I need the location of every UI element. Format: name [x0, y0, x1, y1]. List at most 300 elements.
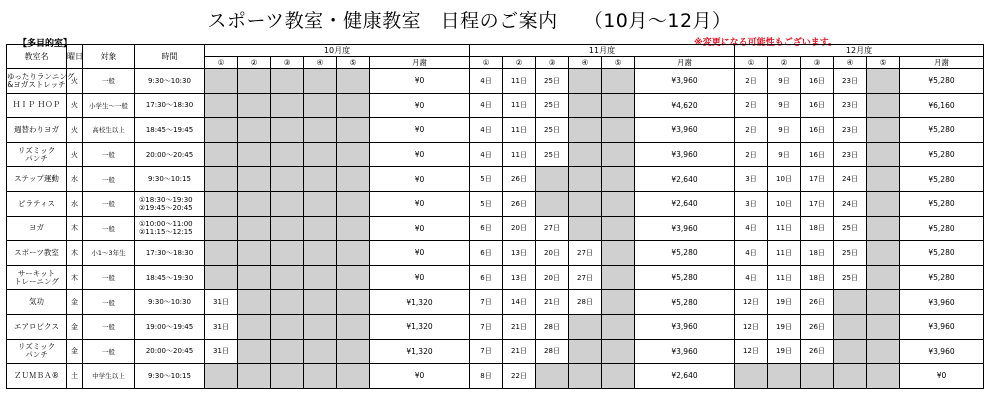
- class-name-cell: ＨＩＰ ＨＯＰ: [7, 93, 67, 118]
- date-cell: 25日: [834, 241, 867, 266]
- date-cell: [271, 167, 304, 192]
- header-session-1: ①: [735, 57, 768, 69]
- date-cell: [238, 167, 271, 192]
- date-cell: 26日: [801, 339, 834, 364]
- date-cell: 16日: [801, 69, 834, 94]
- weekday-cell: 木: [67, 241, 83, 266]
- header-month-november: 11月度: [470, 45, 735, 57]
- fee-cell: ¥3,960: [635, 69, 735, 94]
- weekday-cell: 火: [67, 69, 83, 94]
- date-cell: [271, 216, 304, 241]
- date-cell: [602, 290, 635, 315]
- date-cell: [536, 191, 569, 216]
- header-session-3: ③: [536, 57, 569, 69]
- date-cell: [205, 364, 238, 389]
- date-cell: [205, 93, 238, 118]
- date-cell: 19日: [768, 290, 801, 315]
- table-row: [7, 265, 984, 290]
- date-cell: 16日: [801, 93, 834, 118]
- header-session-1: ①: [470, 57, 503, 69]
- date-cell: [569, 216, 602, 241]
- fee-cell: ¥4,620: [635, 93, 735, 118]
- weekday-cell: 火: [67, 142, 83, 167]
- date-cell: [304, 339, 337, 364]
- date-cell: 7日: [470, 290, 503, 315]
- fee-cell: ¥0: [370, 167, 470, 192]
- schedule-body: [7, 69, 984, 389]
- date-cell: [602, 216, 635, 241]
- date-cell: [337, 241, 370, 266]
- table-row: [7, 69, 984, 94]
- fee-cell: ¥0: [370, 118, 470, 143]
- header-month-december: 12月度: [735, 45, 984, 57]
- fee-cell: ¥0: [370, 69, 470, 94]
- date-cell: [834, 339, 867, 364]
- date-cell: [205, 118, 238, 143]
- class-name-cell: ゆったりランニング &ヨガストレッチ: [7, 69, 67, 94]
- fee-cell: ¥5,280: [900, 118, 984, 143]
- table-row: [7, 364, 984, 389]
- date-cell: 10日: [768, 191, 801, 216]
- date-cell: [271, 191, 304, 216]
- date-cell: 4日: [470, 118, 503, 143]
- date-cell: [602, 191, 635, 216]
- date-cell: 31日: [205, 339, 238, 364]
- target-cell: 一般: [83, 69, 135, 94]
- class-name-cell: ヨガ: [7, 216, 67, 241]
- date-cell: 9日: [768, 118, 801, 143]
- date-cell: 18日: [801, 216, 834, 241]
- header-fee: 月謝: [370, 57, 470, 69]
- header-class-name: 教室名: [7, 45, 67, 69]
- date-cell: [768, 364, 801, 389]
- date-cell: [602, 265, 635, 290]
- date-cell: [569, 364, 602, 389]
- date-cell: 20日: [503, 216, 536, 241]
- date-cell: [867, 265, 900, 290]
- date-cell: [271, 265, 304, 290]
- class-name-cell: ピラティス: [7, 191, 67, 216]
- date-cell: [569, 69, 602, 94]
- date-cell: [867, 241, 900, 266]
- date-cell: 2日: [735, 118, 768, 143]
- title-main: スポーツ教室・健康教室 日程のご案内: [207, 10, 558, 32]
- date-cell: [536, 364, 569, 389]
- fee-cell: ¥1,320: [370, 339, 470, 364]
- fee-cell: ¥3,960: [635, 339, 735, 364]
- fee-cell: ¥5,280: [635, 290, 735, 315]
- fee-cell: ¥1,320: [370, 290, 470, 315]
- date-cell: [304, 364, 337, 389]
- date-cell: 25日: [834, 265, 867, 290]
- header-session-1: ①: [205, 57, 238, 69]
- target-cell: 一般: [83, 167, 135, 192]
- date-cell: [569, 142, 602, 167]
- target-cell: 一般: [83, 191, 135, 216]
- date-cell: 25日: [536, 118, 569, 143]
- date-cell: [834, 290, 867, 315]
- target-cell: 一般: [83, 339, 135, 364]
- fee-cell: ¥5,280: [900, 265, 984, 290]
- date-cell: 12日: [735, 290, 768, 315]
- date-cell: [271, 142, 304, 167]
- date-cell: 23日: [834, 118, 867, 143]
- date-cell: [304, 142, 337, 167]
- fee-cell: ¥0: [370, 265, 470, 290]
- header-session-4: ④: [834, 57, 867, 69]
- header-session-4: ④: [304, 57, 337, 69]
- time-cell: 20:00～20:45: [135, 339, 205, 364]
- date-cell: [304, 167, 337, 192]
- table-row: [7, 142, 984, 167]
- date-cell: [238, 93, 271, 118]
- date-cell: 24日: [834, 167, 867, 192]
- date-cell: 11日: [768, 241, 801, 266]
- date-cell: 25日: [536, 69, 569, 94]
- weekday-cell: 金: [67, 339, 83, 364]
- date-cell: [569, 314, 602, 339]
- date-cell: [337, 290, 370, 315]
- time-cell: ①18:30～19:30 ②19:45～20:45: [135, 191, 205, 216]
- date-cell: 24日: [834, 191, 867, 216]
- date-cell: [304, 69, 337, 94]
- date-cell: [304, 241, 337, 266]
- target-cell: 一般: [83, 265, 135, 290]
- date-cell: 28日: [569, 290, 602, 315]
- target-cell: 一般: [83, 290, 135, 315]
- table-row: [7, 118, 984, 143]
- class-name-cell: スポーツ教室: [7, 241, 67, 266]
- date-cell: [337, 364, 370, 389]
- date-cell: 14日: [503, 290, 536, 315]
- class-name-cell: サーキット トレーニング: [7, 265, 67, 290]
- date-cell: 11日: [503, 142, 536, 167]
- header-session-5: ⑤: [337, 57, 370, 69]
- time-cell: 20:00～20:45: [135, 142, 205, 167]
- header-target: 対象: [83, 45, 135, 69]
- date-cell: [867, 93, 900, 118]
- fee-cell: ¥0: [370, 241, 470, 266]
- date-cell: [337, 167, 370, 192]
- date-cell: [238, 265, 271, 290]
- date-cell: 8日: [470, 364, 503, 389]
- date-cell: 23日: [834, 69, 867, 94]
- header-session-5: ⑤: [867, 57, 900, 69]
- date-cell: 17日: [801, 191, 834, 216]
- weekday-cell: 水: [67, 167, 83, 192]
- date-cell: 5日: [470, 167, 503, 192]
- date-cell: [238, 314, 271, 339]
- date-cell: 31日: [205, 314, 238, 339]
- date-cell: [271, 314, 304, 339]
- date-cell: [602, 118, 635, 143]
- date-cell: [337, 69, 370, 94]
- table-row: [7, 216, 984, 241]
- date-cell: 4日: [470, 142, 503, 167]
- date-cell: [337, 93, 370, 118]
- date-cell: [271, 241, 304, 266]
- weekday-cell: 土: [67, 364, 83, 389]
- page-title: [0, 6, 939, 33]
- target-cell: 一般: [83, 216, 135, 241]
- date-cell: [205, 167, 238, 192]
- date-cell: 10日: [768, 167, 801, 192]
- date-cell: 27日: [536, 216, 569, 241]
- date-cell: 6日: [470, 265, 503, 290]
- date-cell: 26日: [503, 167, 536, 192]
- date-cell: 28日: [536, 339, 569, 364]
- header-session-5: ⑤: [602, 57, 635, 69]
- date-cell: 25日: [536, 93, 569, 118]
- fee-cell: ¥0: [370, 142, 470, 167]
- date-cell: [337, 191, 370, 216]
- date-cell: 19日: [768, 339, 801, 364]
- fee-cell: ¥0: [370, 364, 470, 389]
- date-cell: [304, 265, 337, 290]
- table-row: [7, 290, 984, 315]
- time-cell: 19:00～19:45: [135, 314, 205, 339]
- date-cell: [867, 216, 900, 241]
- date-cell: 4日: [735, 216, 768, 241]
- date-cell: [602, 69, 635, 94]
- date-cell: [602, 314, 635, 339]
- fee-cell: ¥5,280: [635, 265, 735, 290]
- date-cell: 26日: [801, 290, 834, 315]
- date-cell: [569, 167, 602, 192]
- fee-cell: ¥2,640: [635, 364, 735, 389]
- date-cell: [271, 69, 304, 94]
- date-cell: [304, 216, 337, 241]
- table-row: [7, 314, 984, 339]
- time-cell: 17:30～18:30: [135, 241, 205, 266]
- date-cell: 2日: [735, 142, 768, 167]
- weekday-cell: 木: [67, 265, 83, 290]
- fee-cell: ¥2,640: [635, 167, 735, 192]
- date-cell: 9日: [768, 142, 801, 167]
- date-cell: [867, 314, 900, 339]
- date-cell: 20日: [536, 265, 569, 290]
- date-cell: 11日: [503, 118, 536, 143]
- date-cell: 11日: [768, 265, 801, 290]
- date-cell: [569, 191, 602, 216]
- header-weekday: 曜日: [67, 45, 83, 69]
- header-session-2: ②: [503, 57, 536, 69]
- date-cell: 9日: [768, 93, 801, 118]
- section-label: 【多目的室】: [18, 39, 73, 49]
- date-cell: 27日: [569, 241, 602, 266]
- title-period: （10月～12月）: [583, 10, 732, 32]
- header-month-october: 10月度: [205, 45, 470, 57]
- fee-cell: ¥6,160: [900, 93, 984, 118]
- header-time: 時間: [135, 45, 205, 69]
- time-cell: 9:30～10:15: [135, 167, 205, 192]
- date-cell: [602, 93, 635, 118]
- header-session-3: ③: [271, 57, 304, 69]
- class-name-cell: エアロビクス: [7, 314, 67, 339]
- table-row: [7, 191, 984, 216]
- date-cell: [238, 339, 271, 364]
- table-row: [7, 339, 984, 364]
- date-cell: 6日: [470, 241, 503, 266]
- date-cell: 2日: [735, 69, 768, 94]
- date-cell: 4日: [735, 241, 768, 266]
- fee-cell: ¥3,960: [900, 339, 984, 364]
- date-cell: [271, 339, 304, 364]
- fee-cell: ¥1,320: [370, 314, 470, 339]
- date-cell: [337, 265, 370, 290]
- fee-cell: ¥5,280: [900, 167, 984, 192]
- date-cell: 4日: [735, 265, 768, 290]
- date-cell: [304, 290, 337, 315]
- date-cell: 26日: [801, 314, 834, 339]
- target-cell: 小1～3年生: [83, 241, 135, 266]
- date-cell: 28日: [536, 314, 569, 339]
- date-cell: [271, 93, 304, 118]
- fee-cell: ¥0: [900, 364, 984, 389]
- time-cell: 9:30～10:30: [135, 69, 205, 94]
- date-cell: 7日: [470, 339, 503, 364]
- weekday-cell: 火: [67, 118, 83, 143]
- table-row: [7, 167, 984, 192]
- time-cell: 9:30～10:30: [135, 290, 205, 315]
- date-cell: 21日: [503, 339, 536, 364]
- class-name-cell: 週替わりヨガ: [7, 118, 67, 143]
- target-cell: 一般: [83, 142, 135, 167]
- date-cell: [304, 191, 337, 216]
- date-cell: [602, 142, 635, 167]
- date-cell: [337, 142, 370, 167]
- header-session-2: ②: [768, 57, 801, 69]
- date-cell: [602, 241, 635, 266]
- class-name-cell: リズミック パンチ: [7, 339, 67, 364]
- date-cell: [569, 118, 602, 143]
- weekday-cell: 火: [67, 93, 83, 118]
- header-session-3: ③: [801, 57, 834, 69]
- target-cell: 一般: [83, 314, 135, 339]
- change-notice: ※変更になる可能性もございます。: [694, 38, 838, 48]
- date-cell: [205, 69, 238, 94]
- date-cell: 12日: [735, 339, 768, 364]
- date-cell: [867, 339, 900, 364]
- date-cell: 11日: [503, 93, 536, 118]
- table-row: [7, 93, 984, 118]
- date-cell: [602, 339, 635, 364]
- date-cell: [867, 118, 900, 143]
- target-cell: 中学生以上: [83, 364, 135, 389]
- date-cell: 25日: [536, 142, 569, 167]
- date-cell: [602, 364, 635, 389]
- date-cell: 11日: [768, 216, 801, 241]
- date-cell: [238, 216, 271, 241]
- date-cell: [304, 118, 337, 143]
- date-cell: [271, 290, 304, 315]
- fee-cell: ¥5,280: [900, 142, 984, 167]
- date-cell: [867, 142, 900, 167]
- date-cell: [867, 191, 900, 216]
- date-cell: 26日: [503, 191, 536, 216]
- date-cell: [834, 364, 867, 389]
- date-cell: 16日: [801, 118, 834, 143]
- date-cell: 21日: [536, 290, 569, 315]
- date-cell: [304, 93, 337, 118]
- date-cell: [238, 142, 271, 167]
- date-cell: 17日: [801, 167, 834, 192]
- fee-cell: ¥3,960: [635, 118, 735, 143]
- date-cell: 13日: [503, 265, 536, 290]
- target-cell: 小学生～一般: [83, 93, 135, 118]
- date-cell: 4日: [470, 93, 503, 118]
- table-row: [7, 241, 984, 266]
- date-cell: [304, 314, 337, 339]
- time-cell: 9:30～10:15: [135, 364, 205, 389]
- weekday-cell: 金: [67, 290, 83, 315]
- date-cell: [801, 364, 834, 389]
- date-cell: [271, 118, 304, 143]
- time-cell: 17:30～18:30: [135, 93, 205, 118]
- date-cell: 4日: [470, 69, 503, 94]
- date-cell: [238, 364, 271, 389]
- date-cell: 16日: [801, 142, 834, 167]
- date-cell: [867, 290, 900, 315]
- date-cell: [205, 241, 238, 266]
- date-cell: [536, 167, 569, 192]
- class-name-cell: ＺＵＭＢＡ®: [7, 364, 67, 389]
- date-cell: 5日: [470, 191, 503, 216]
- date-cell: [834, 314, 867, 339]
- fee-cell: ¥5,280: [900, 69, 984, 94]
- date-cell: 2日: [735, 93, 768, 118]
- date-cell: [602, 167, 635, 192]
- date-cell: [569, 93, 602, 118]
- date-cell: [735, 364, 768, 389]
- header-session-2: ②: [238, 57, 271, 69]
- date-cell: [238, 118, 271, 143]
- date-cell: 6日: [470, 216, 503, 241]
- date-cell: 11日: [503, 69, 536, 94]
- date-cell: [337, 339, 370, 364]
- fee-cell: ¥0: [370, 191, 470, 216]
- schedule-table: [6, 44, 984, 389]
- class-name-cell: 気功: [7, 290, 67, 315]
- time-cell: ①10:00～11:00 ②11:15～12:15: [135, 216, 205, 241]
- header-fee: 月謝: [900, 57, 984, 69]
- date-cell: [205, 142, 238, 167]
- fee-cell: ¥0: [370, 216, 470, 241]
- weekday-cell: 水: [67, 191, 83, 216]
- date-cell: 9日: [768, 69, 801, 94]
- date-cell: [271, 364, 304, 389]
- date-cell: [238, 241, 271, 266]
- date-cell: [867, 167, 900, 192]
- date-cell: 13日: [503, 241, 536, 266]
- date-cell: [569, 339, 602, 364]
- fee-cell: ¥5,280: [635, 241, 735, 266]
- fee-cell: ¥3,960: [900, 314, 984, 339]
- weekday-cell: 金: [67, 314, 83, 339]
- header-session-4: ④: [569, 57, 602, 69]
- class-name-cell: ステップ運動: [7, 167, 67, 192]
- fee-cell: ¥3,960: [635, 216, 735, 241]
- date-cell: [205, 191, 238, 216]
- date-cell: [337, 216, 370, 241]
- time-cell: 18:45～19:30: [135, 265, 205, 290]
- date-cell: 20日: [536, 241, 569, 266]
- fee-cell: ¥0: [370, 93, 470, 118]
- date-cell: [867, 364, 900, 389]
- date-cell: 23日: [834, 142, 867, 167]
- date-cell: [238, 290, 271, 315]
- date-cell: 27日: [569, 265, 602, 290]
